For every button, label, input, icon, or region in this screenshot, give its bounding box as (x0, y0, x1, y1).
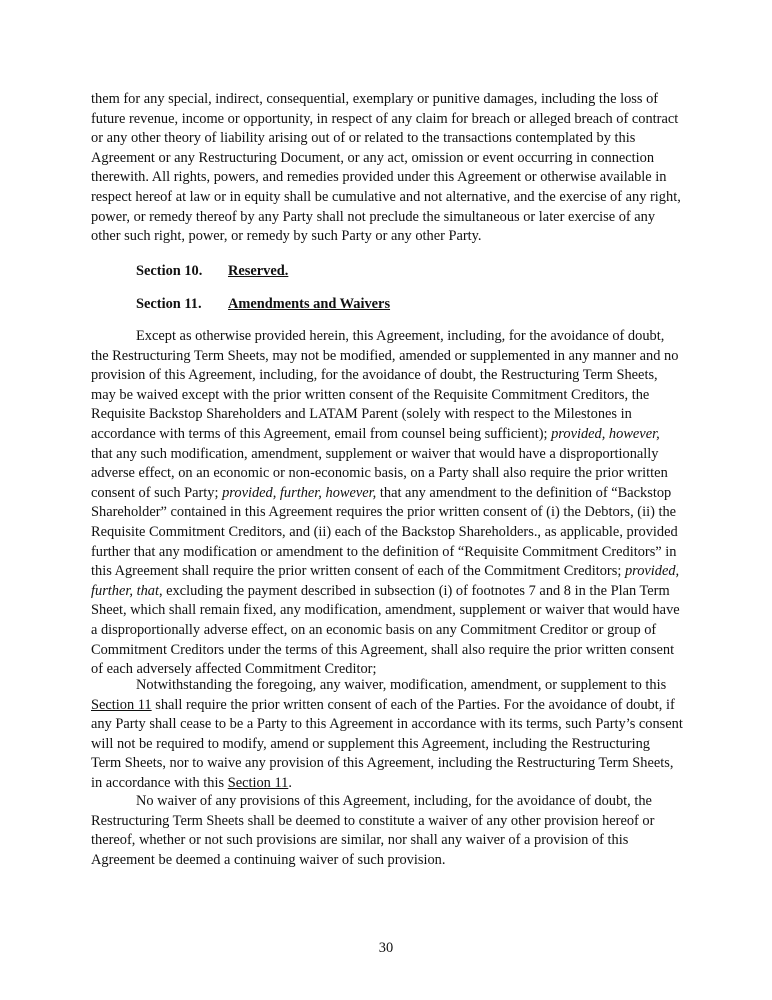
amendments-paragraph (91, 327, 683, 680)
intro-paragraph: them for any special, indirect, consequential, exemplary or punitive damages, including the loss of future revenue, income or opportunity, in respect of any claim for breach or alleged breach of contract or any other theory of liability arising out of or related to the transactions contemplated by this Agreement or any Restructuring Document, or any act, omission or event occurring in connection therewith. All rights, powers, and remedies provided under this Agreement or otherwise available in respect hereof at law or in equity shall be cumulative and not alternative, and the exercise of any right, power, or remedy thereof by any Party shall not preclude the simultaneous or later exercise of any other such right, power, or remedy by such Party or any other Party. (91, 91, 681, 245)
amendments-text-3: that any amendment to the definition of “Backstop Shareholder” contained in this Agreement requires the prior written consent of (i) the Debtors, (ii) the Requisite Commitment Creditors, and (ii) each of the Backstop Shareholders., as applicable, provided further that any modification or amendment to the definition of “Requisite Commitment Creditors” in this Agreement shall require the prior written consent of each of the Commitment Creditors; (91, 484, 678, 580)
proviso-further: provided, further, that (91, 563, 680, 599)
no-waiver-paragraph: No waiver of any provisions of this Agreement, including, for the avoidance of doubt, the Restructuring Term Sheets shall be deemed to constitute a waiver of any other provision hereof or thereof, whether or not such provisions are similar, nor shall any waiver of a provision of this Agreement be deemed a continuing waiver of such provision. (91, 793, 655, 868)
section-11-reference-link[interactable]: Section 11 (91, 696, 152, 713)
section-11-number: Section 11. (136, 296, 202, 312)
amendments-text-1: Except as otherwise provided herein, this Agreement, including, for the avoidance of doubt, the Restructuring Term Sheets, may not be modified, amended or supplemented in any manner and no provision of this Agreement, including, for the avoidance of doubt, the Restructuring Term Sheets, may be waived except with the prior written consent of the Requisite Commitment Creditors, the Requisite Backstop Shareholders and LATAM Parent (solely with respect to the Milestones in accordance with terms of this Agreement, email from counsel being sufficient); (91, 328, 679, 442)
section-11-title: Amendments and Waivers (228, 296, 391, 312)
amendments-text-2: that any such modification, amendment, supplement or waiver that would have a disproportionally adverse effect, on an economic or non-economic basis, on a Party shall also require the prior written consent of such Party; (91, 445, 668, 501)
notwithstanding-paragraph (91, 676, 683, 794)
notwithstanding-text-1: Notwithstanding the foregoing, any waiver, modification, amendment, or supplement to this (136, 677, 667, 693)
notwithstanding-text-3: . (288, 774, 292, 791)
section-10-heading (136, 262, 288, 282)
page-number: 30 (378, 940, 394, 956)
amendments-text-4: , excluding the payment described in subsection (i) of footnotes 7 and 8 in the Plan Term Sheet, which shall remain fixed, any modification, amendment, supplement or waiver that would have a disproportionally adverse effect, on an economic basis on any Commitment Creditor or group of Commitment Creditors under the terms of this Agreement, shall also require the prior written consent of each adversely affected Commitment Creditor; (91, 582, 680, 678)
proviso-further-however: provided, further, however, (222, 484, 377, 501)
section-10-number: Section 10. (136, 263, 203, 279)
section-11-reference-link-2[interactable]: Section 11 (227, 774, 289, 791)
section-11-heading (136, 295, 390, 315)
notwithstanding-text-2: shall require the prior written consent of each of the Parties. For the avoidance of doubt, if any Party shall cease to be a Party to this Agreement in accordance with its terms, such Party’s consent will not be required to modify, amend or supplement this Agreement, including the Restructuring Term Sheets, nor to waive any provision of this Agreement, including the Restructuring Term Sheets, in accordance with this (91, 696, 683, 791)
section-10-title: Reserved. (228, 263, 289, 279)
proviso-however: provided, however, (551, 425, 660, 442)
